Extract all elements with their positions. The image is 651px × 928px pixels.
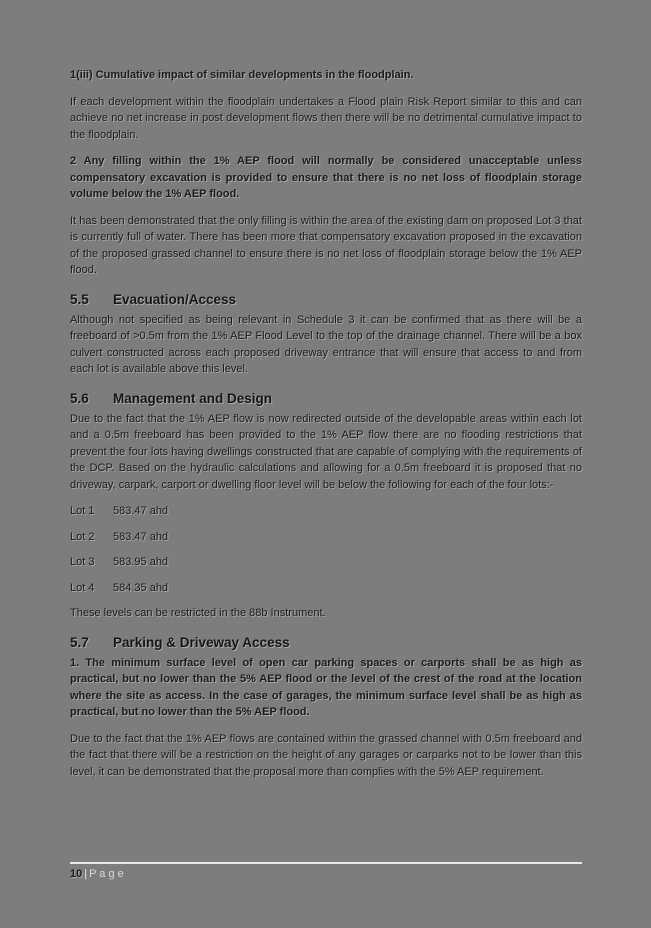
section-number: 5.6 <box>70 390 89 406</box>
document-content <box>70 67 582 790</box>
section-heading-parking-driveway <box>70 634 582 652</box>
footer-text <box>70 868 582 880</box>
lot-row <box>70 529 582 546</box>
paragraph-levels-restricted: These levels can be restricted in the 88b Instrument. <box>70 607 326 619</box>
section-number: 5.5 <box>70 291 89 307</box>
lot-value: 583.47 ahd <box>113 530 169 543</box>
section-title: Evacuation/Access <box>113 291 237 307</box>
lot-value: 584.35 ahd <box>113 581 169 594</box>
lot-row <box>70 554 582 571</box>
lot-level-list <box>70 503 582 596</box>
paragraph-demonstrated: It has been demonstrated that the only filling is within the area of the existing dam on proposed Lot 3 that is currently full of water. There has been more that compensatory excavation proposed in the excavation of the proposed grassed channel to ensure there is no net loss of floodplain storage below the 1% AEP flood. <box>70 214 582 276</box>
section-title: Management and Design <box>113 390 273 406</box>
paragraph-filling-requirement: 2 Any filling within the 1% AEP flood will normally be considered unacceptable unless compensatory excavation is provided to ensure that there is no net loss of floodplain storage volume below the 1% AEP flood. <box>70 155 582 200</box>
page-number: 10 <box>70 868 83 880</box>
lot-label: Lot 1 <box>70 505 95 517</box>
paragraph-management-design-body: Due to the fact that the 1% AEP flow is now redirected outside of the developable areas within each lot and a 0.5m freeboard has been provided to the 1% AEP flow there are no flooding restrictions that prevent the four lots having dwellings constructed that are capable of complying with the requirements of the DCP. Based on the hydraulic calculations and allowing for a 0.5m freeboard it is proposed that no driveway, carpark, carport or dwelling floor level will be below the following for each of the four lots:- <box>70 412 582 491</box>
page-footer <box>70 862 582 880</box>
lot-row <box>70 503 582 520</box>
section-heading-evacuation-access <box>70 291 582 309</box>
paragraph-parking-requirement: 1. The minimum surface level of open car parking spaces or carports shall be as high as practical, but no lower than the 5% AEP flood or the level of the crest of the road at the location where the site as access. In the case of garages, the minimum surface level shall be as high as practical, but no lower than the 5% AEP flood. <box>70 656 582 718</box>
section-title: Parking & Driveway Access <box>113 634 290 650</box>
paragraph-evacuation-access-body: Although not specified as being relevant in Schedule 3 it can be confirmed that as there will be a freeboard of >0.5m from the 1% AEP Flood Level to the top of the drainage channel. There will be a box culvert constructed across each proposed driveway entrance that will ensure that access to and from each lot is available above this level. <box>70 313 582 375</box>
footer-separator: | <box>84 868 88 880</box>
lot-label: Lot 2 <box>70 530 95 543</box>
paragraph-parking-compliance: Due to the fact that the 1% AEP flows are contained within the grassed channel with 0.5m freeboard and the fact that there will be a restriction on the height of any garages or carparks not to be lower than this level, it can be demonstrated that the proposal more than complies with the 5% AEP requirement. <box>70 732 582 778</box>
footer-divider <box>70 862 582 864</box>
paragraph-cumulative-impact: If each development within the floodplain undertakes a Flood plain Risk Report similar to this and can achieve no net increase in post development flows then there will be no detrimental cumulative impact to the floodplain. <box>70 95 582 141</box>
lot-value: 583.95 ahd <box>113 556 169 568</box>
lot-value: 583.47 ahd <box>113 505 169 517</box>
footer-page-label: P a g e <box>89 868 124 880</box>
intro-heading-line: 1(iii) Cumulative impact of similar developments in the floodplain. <box>70 69 414 81</box>
lot-label: Lot 3 <box>70 556 95 568</box>
lot-row <box>70 580 582 597</box>
lot-label: Lot 4 <box>70 581 95 594</box>
section-heading-management-design <box>70 390 582 408</box>
section-number: 5.7 <box>70 634 89 650</box>
